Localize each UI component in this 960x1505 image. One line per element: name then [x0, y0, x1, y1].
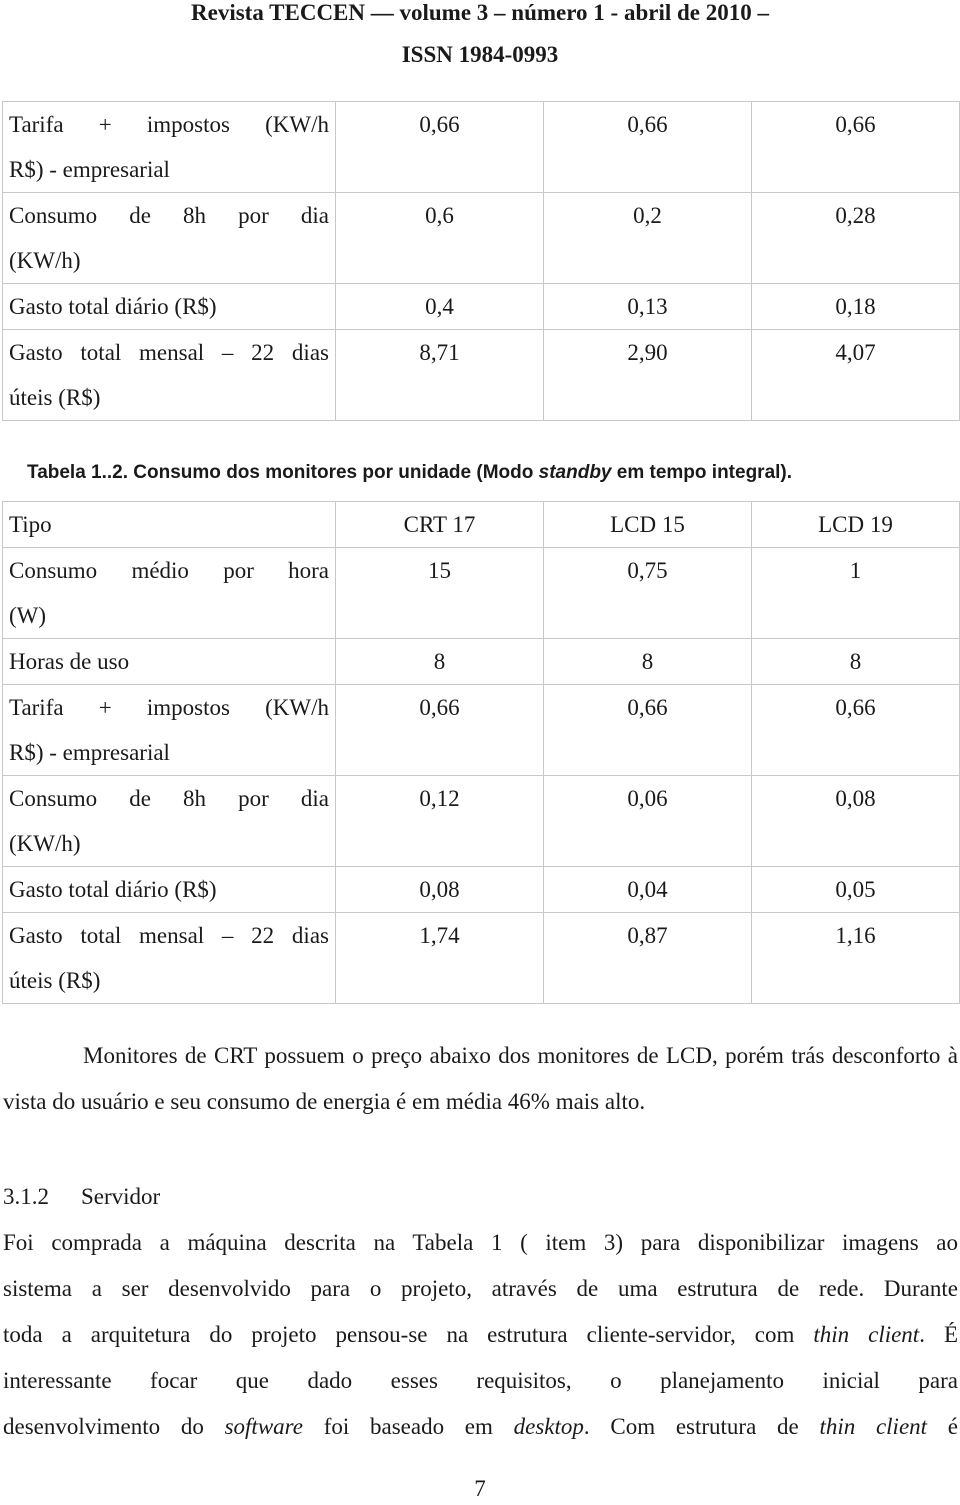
table-row [3, 867, 960, 913]
section-heading [3, 1174, 160, 1220]
standby-consumption-table [2, 501, 960, 1004]
table-row [3, 193, 960, 284]
value-cell: 0,66 [752, 102, 960, 193]
value-cell: 8 [336, 639, 544, 685]
table-row [3, 913, 960, 1004]
row-label: Consumo de 8h por dia (KW/h) [3, 776, 336, 867]
row-label: Consumo médio por hora (W) [3, 548, 336, 639]
header-cell: Tipo [3, 502, 336, 548]
header-cell: LCD 19 [752, 502, 960, 548]
row-label: Gasto total mensal – 22 dias úteis (R$) [3, 913, 336, 1004]
paragraph-monitors: Monitores de CRT possuem o preço abaixo dos monitores de LCD, porém trás desconforto à vista do usuário e seu consumo de energia é em média 46% mais alto. [3, 1043, 958, 1114]
value-cell: 0,2 [544, 193, 752, 284]
text-line: toda a arquitetura do projeto pensou-se na estrutura cliente-servidor, com thin client. É [3, 1322, 958, 1347]
section-title: Servidor [81, 1184, 161, 1209]
table-row [3, 330, 960, 421]
value-cell: 0,87 [544, 913, 752, 1004]
table-caption: Tabela 1..2. Consumo dos monitores por unidade (Modo standby em tempo integral). [27, 462, 793, 483]
value-cell: 0,66 [544, 685, 752, 776]
value-cell: 1,74 [336, 913, 544, 1004]
value-cell: 0,06 [544, 776, 752, 867]
journal-header: Revista TECCEN — volume 3 – número 1 - abril de 2010 – [191, 0, 769, 25]
issn-header: ISSN 1984-0993 [401, 42, 559, 67]
value-cell: 0,75 [544, 548, 752, 639]
row-label: Gasto total mensal – 22 dias úteis (R$) [3, 330, 336, 421]
value-cell: 0,6 [336, 193, 544, 284]
header-cell: CRT 17 [336, 502, 544, 548]
consumption-table-continued [2, 101, 960, 421]
value-cell: 0,12 [336, 776, 544, 867]
value-cell: 0,13 [544, 284, 752, 330]
text-line: Foi comprada a máquina descrita na Tabela 1 ( item 3) para disponibilizar imagens ao [3, 1230, 958, 1255]
row-label: Gasto total diário (R$) [3, 284, 336, 330]
value-cell: 0,08 [752, 776, 960, 867]
section-number: 3.1.2 [3, 1184, 49, 1209]
row-label: Gasto total diário (R$) [3, 867, 336, 913]
table-row [3, 102, 960, 193]
value-cell: 4,07 [752, 330, 960, 421]
value-cell: 8 [544, 639, 752, 685]
value-cell: 0,66 [336, 102, 544, 193]
header-cell: LCD 15 [544, 502, 752, 548]
row-label: Horas de uso [3, 639, 336, 685]
row-label: Tarifa + impostos (KW/h R$) - empresarial [3, 685, 336, 776]
value-cell: 0,05 [752, 867, 960, 913]
value-cell: 0,18 [752, 284, 960, 330]
table-row [3, 639, 960, 685]
paragraph-server [3, 1220, 958, 1450]
table-row [3, 284, 960, 330]
value-cell: 1 [752, 548, 960, 639]
value-cell: 8,71 [336, 330, 544, 421]
value-cell: 8 [752, 639, 960, 685]
value-cell: 0,66 [336, 685, 544, 776]
table-row [3, 685, 960, 776]
table-header-row [3, 502, 960, 548]
row-label: Consumo de 8h por dia (KW/h) [3, 193, 336, 284]
table-row [3, 548, 960, 639]
value-cell: 0,28 [752, 193, 960, 284]
value-cell: 0,4 [336, 284, 544, 330]
value-cell: 0,66 [544, 102, 752, 193]
value-cell: 1,16 [752, 913, 960, 1004]
page-number: 7 [474, 1476, 486, 1501]
value-cell: 2,90 [544, 330, 752, 421]
table-row [3, 776, 960, 867]
value-cell: 0,04 [544, 867, 752, 913]
text-line: interessante focar que dado esses requisitos, o planejamento inicial para [3, 1368, 958, 1393]
row-label: Tarifa + impostos (KW/h R$) - empresarial [3, 102, 336, 193]
value-cell: 0,08 [336, 867, 544, 913]
text-line: sistema a ser desenvolvido para o projeto, através de uma estrutura de rede. Durante [3, 1276, 958, 1301]
value-cell: 15 [336, 548, 544, 639]
value-cell: 0,66 [752, 685, 960, 776]
text-line: desenvolvimento do software foi baseado em desktop. Com estrutura de thin client é [3, 1414, 958, 1439]
